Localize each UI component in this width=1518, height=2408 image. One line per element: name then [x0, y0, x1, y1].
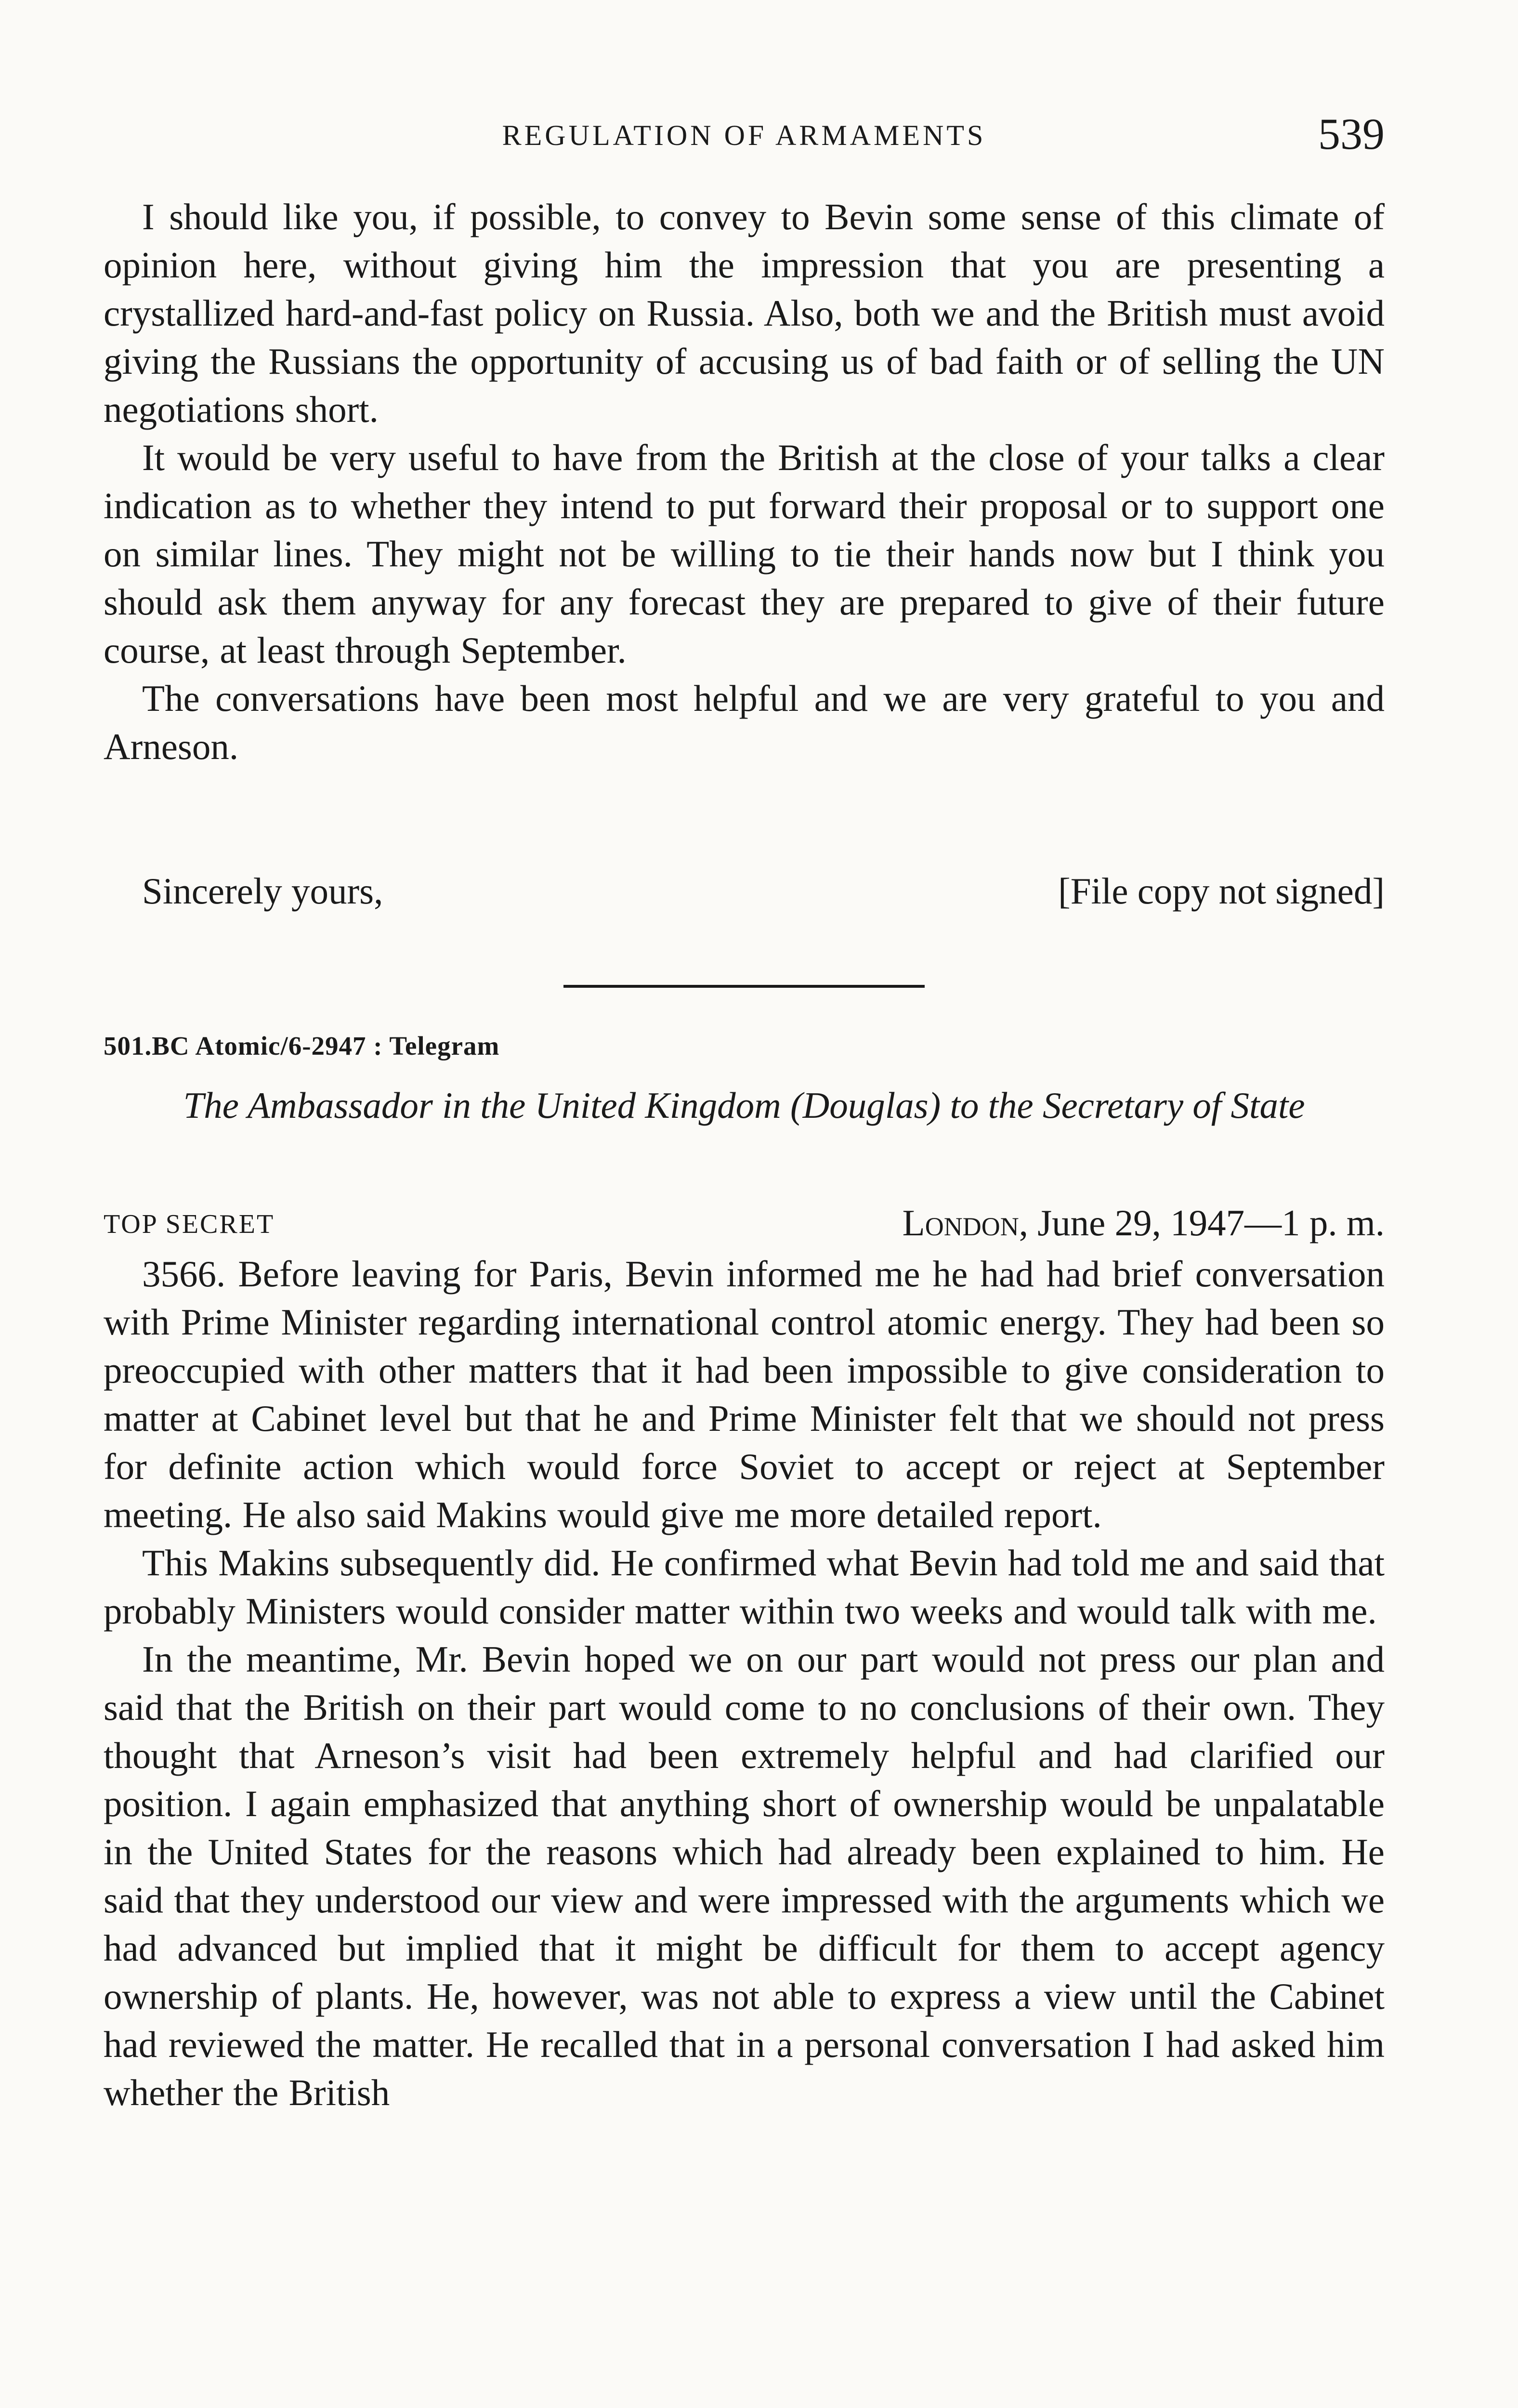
- letter-paragraph: I should like you, if possible, to convey to Bevin some sense of this climate of opinion here, without giving him the impression that you are presenting a crystallized hard-and-fast policy on Russia. Also, both we and the British must avoid giving the Russians the opportunity of accusing us of bad faith or of selling the UN negotiations short.: [104, 196, 1385, 430]
- dateline-place: London,: [902, 1202, 1028, 1243]
- file-reference: 501.BC Atomic/6-2947 : Telegram: [104, 1031, 500, 1060]
- running-head: [104, 108, 1385, 166]
- telegram-body: [104, 1250, 1385, 2117]
- telegram-paragraph: This Makins subsequently did. He confirmed what Bevin had told me and said that probably Ministers would consider matter within two weeks and would talk with me.: [104, 1542, 1385, 1632]
- letter-body: [104, 193, 1385, 771]
- telegram-paragraph: 3566. Before leaving for Paris, Bevin informed me he had had brief conversation with Prime Minister regarding international control atomic energy. They had been so preoccupied with other matters that it had been impossible to give consideration to matter at Cabinet level but that he and Prime Minister felt that we should not press for definite action which would force Soviet to accept or reject at September meeting. He also said Makins would give me more detailed report.: [104, 1253, 1385, 1535]
- signature-line: [104, 867, 1385, 920]
- classification-label: TOP SECRET: [104, 1209, 275, 1239]
- letter-paragraph: It would be very useful to have from the British at the close of your talks a clear indication as to whether they intend to put forward their proposal or to support one on similar lines. They might not be willing to tie their hands now but I think you should ask them anyway for any forecast they are prepared to give of their future course, at least through September.: [104, 437, 1385, 671]
- page-number: 539: [1318, 109, 1385, 158]
- section-divider: [563, 985, 925, 988]
- dateline: [903, 1202, 1385, 1244]
- file-copy-note: [File copy not signed]: [1058, 870, 1385, 912]
- document-title: The Ambassador in the United Kingdom (Douglas) to the Secretary of State: [183, 1085, 1305, 1126]
- telegram-paragraph: In the meantime, Mr. Bevin hoped we on our part would not press our plan and said that the British on their part would come to no conclusions of their own. They thought that Arneson’s visit had been extremely helpful and had clarified our position. I again emphasized that anything short of ownership would be unpalatable in the United States for the reasons which had already been explained to him. He said that they understood our view and were impressed with the arguments which we had advanced but implied that it might be difficult for them to accept agency ownership of plants. He, however, was not able to express a view until the Cabinet had reviewed the matter. He recalled that in a personal conversation I had asked him whether the British: [104, 1638, 1385, 2113]
- dateline-date: June 29, 1947—1 p. m.: [1037, 1202, 1385, 1243]
- letter-closing: Sincerely yours,: [142, 870, 383, 912]
- running-title: REGULATION OF ARMAMENTS: [502, 119, 986, 151]
- letter-paragraph: The conversations have been most helpful and we are very grateful to you and Arneson.: [104, 678, 1385, 767]
